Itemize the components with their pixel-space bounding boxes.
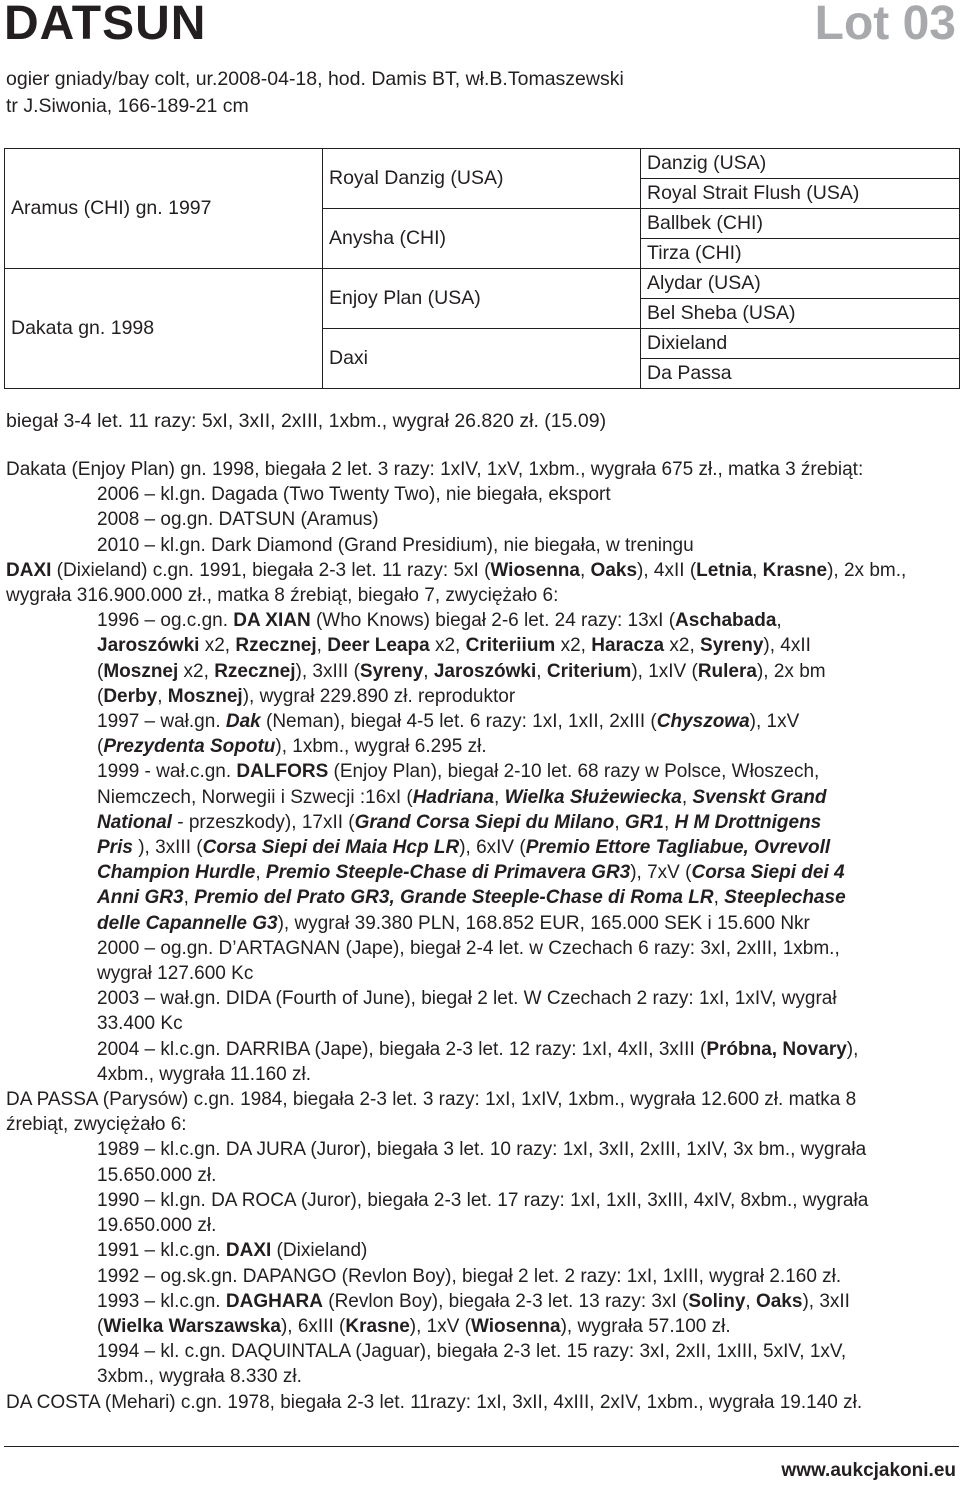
- race-name: Soliny: [688, 1290, 746, 1312]
- text: ), 4xII (: [637, 559, 697, 581]
- pedigree-ggs: Da Passa: [641, 359, 960, 389]
- text: x2,: [664, 635, 701, 657]
- foal-entry: 2006 – kl.gn. Dagada (Two Twenty Two), nie biegała, eksport: [97, 484, 611, 506]
- text: (: [97, 1315, 104, 1337]
- text: ), 3xIII (: [132, 837, 203, 859]
- text: ,: [681, 786, 693, 808]
- pedigree-sire-sire: Royal Danzig (USA): [323, 149, 641, 209]
- line: [97, 835, 956, 860]
- race-name: Prezydenta Sopotu: [103, 736, 276, 758]
- line: [97, 810, 956, 835]
- race-name: Mosznej: [103, 660, 179, 682]
- race-name: Pris: [97, 837, 133, 859]
- text: ), 2x bm: [756, 660, 826, 682]
- foal-entry: [6, 936, 956, 986]
- race-name: Premio Steeple-Chase di Primavera GR3: [265, 862, 631, 884]
- fourth-dam-paragraph: DA COSTA (Mehari) c.gn. 1978, biegała 2-3 let. 11razy: 1xI, 3xII, 4xIII, 2xIV, 1xbm., wygrała 19.140 zł.: [6, 1391, 863, 1413]
- race-name: Premio del Prato GR3,: [194, 887, 395, 909]
- text: 2004 – kl.c.gn. DARRIBA (Jape), biegała 2-3 let. 12 razy: 1xI, 4xII, 3xIII (: [97, 1038, 707, 1060]
- text: - przeszkody), 17xII (: [171, 811, 355, 833]
- line: 4xbm., wygrała 11.160 zł.: [97, 1063, 312, 1085]
- race-name: Corsa Siepi dei 4: [691, 862, 845, 884]
- race-name: Oaks: [590, 559, 638, 581]
- text: ), 2x bm., wygrała 316.900.000 zł., matka 8 źrebiąt, biegało 7, zwyciężało 6:: [6, 559, 907, 607]
- text: Niemczech, Norwegii i Szwecji :16xI (: [97, 786, 413, 808]
- text: x2,: [178, 660, 215, 682]
- horse-info: [6, 66, 624, 120]
- text: ,: [423, 660, 434, 682]
- race-name: Premio Ettore Tagliabue, Ovrevoll: [525, 837, 831, 859]
- race-name: Svenskt Grand: [692, 786, 827, 808]
- line: 33.400 Kc: [97, 1013, 183, 1035]
- pedigree-dam-sire: Enjoy Plan (USA): [323, 269, 641, 329]
- line: 3xbm., wygrała 8.330 zł.: [97, 1366, 302, 1388]
- text: ,: [663, 811, 675, 833]
- horse-name-title: DATSUN: [4, 0, 207, 50]
- text: x2,: [429, 635, 466, 657]
- race-name: Jaroszówki: [97, 635, 200, 657]
- footer-website: www.aukcjakoni.eu: [781, 1460, 956, 1481]
- race-name: Criterium: [546, 660, 632, 682]
- text: x2,: [555, 635, 592, 657]
- text: ), 3xIII (: [295, 660, 360, 682]
- race-name: Rzecznej: [214, 660, 296, 682]
- line: [97, 885, 956, 910]
- text: ,: [614, 811, 625, 833]
- foal-entry: [6, 1238, 956, 1263]
- foal-entry: 2008 – og.gn. DATSUN (Aramus): [97, 509, 379, 531]
- race-name: Champion Hurdle: [97, 862, 256, 884]
- line: 2000 – og.gn. D’ARTAGNAN (Jape), biegał 2-4 let. w Czechach 6 razy: 3xI, 2xIII, 1xbm.,: [97, 937, 840, 959]
- text: ,: [713, 887, 725, 909]
- foal-name: DAGHARA: [225, 1290, 323, 1312]
- text: x2,: [199, 635, 236, 657]
- race-name: Jaroszówki: [433, 660, 537, 682]
- foal-name: DA XIAN: [233, 610, 311, 632]
- text: ),: [846, 1038, 859, 1060]
- text: ,: [752, 559, 763, 581]
- line: [97, 734, 956, 759]
- race-name: Oaks: [755, 1290, 803, 1312]
- line: [97, 709, 956, 734]
- text: ,: [157, 685, 168, 707]
- line: [97, 911, 956, 936]
- text: ), 6xIV (: [459, 837, 526, 859]
- foal-entry: [6, 709, 956, 759]
- foal-entry: 2010 – kl.gn. Dark Diamond (Grand Presidium), nie biegała, w treningu: [97, 534, 694, 556]
- pedigree-sire: Aramus (CHI) gn. 1997: [5, 149, 323, 269]
- race-name: Grande Steeple-Chase di Roma LR: [400, 887, 714, 909]
- pedigree-ggs: Dixieland: [641, 329, 960, 359]
- race-name: Letnia: [696, 559, 753, 581]
- pedigree-ggs: Royal Strait Flush (USA): [641, 179, 960, 209]
- text: ,: [776, 610, 782, 632]
- foal-entry: [6, 1289, 956, 1339]
- race-name: Aschabada: [675, 610, 777, 632]
- race-name: Mosznej: [167, 685, 243, 707]
- foal-name: DALFORS: [236, 761, 329, 783]
- line: [97, 860, 956, 885]
- race-name: GR1: [624, 811, 664, 833]
- text: ,: [494, 786, 505, 808]
- line: wygrał 127.600 Kc: [97, 963, 254, 985]
- text: DA PASSA (Parysów) c.gn. 1984, biegała 2-3 let. 3 razy: 1xI, 1xIV, 1xbm., wygrała 12.600 zł. matka 8: [6, 1089, 857, 1111]
- race-name: Syreny: [359, 660, 424, 682]
- text: (: [97, 660, 104, 682]
- foal-entry: [6, 1264, 956, 1289]
- line: [97, 1314, 956, 1339]
- horse-info-line: ogier gniady/bay colt, ur.2008-04-18, hod. Damis BT, wł.B.Tomaszewski: [6, 68, 624, 90]
- foal-entry: [6, 608, 956, 709]
- race-name: Wielka Służewiecka: [504, 786, 682, 808]
- text: ,: [536, 660, 547, 682]
- race-name: Anni GR3: [97, 887, 184, 909]
- text: (Revlon Boy), biegała 2-3 let. 13 razy: 3xI (: [322, 1290, 689, 1312]
- line: [97, 1238, 956, 1263]
- foal-entry: [6, 759, 956, 935]
- race-name: Grand Corsa Siepi du Milano: [354, 811, 615, 833]
- line: [97, 1037, 956, 1062]
- text: źrebiąt, zwyciężało 6:: [6, 1114, 187, 1136]
- dam-line-text: [6, 457, 956, 1415]
- race-name: Hadriana: [412, 786, 495, 808]
- line: [97, 633, 956, 658]
- line: 1990 – kl.gn. DA ROCA (Juror), biegała 2-3 let. 17 razy: 1xI, 1xII, 3xIII, 4xIV, 8xbm., wygrała: [97, 1189, 869, 1211]
- text: ,: [745, 1290, 756, 1312]
- race-name: Próbna, Novary: [706, 1038, 847, 1060]
- race-name: Rzecznej: [235, 635, 317, 657]
- text: (Dixieland) c.gn. 1991, biegała 2-3 let. 11 razy: 5xI (: [51, 559, 491, 581]
- pedigree-ggs: Alydar (USA): [641, 269, 960, 299]
- race-name: Corsa Siepi dei Maia Hcp LR: [202, 837, 460, 859]
- text: ), 1xbm., wygrał 6.295 zł.: [275, 736, 487, 758]
- race-name: Derby: [103, 685, 158, 707]
- text: ), wygrał 229.890 zł. reproduktor: [242, 685, 516, 707]
- text: 1999 - wał.c.gn.: [97, 761, 237, 783]
- race-name: Wiosenna: [471, 1315, 561, 1337]
- race-name: Wielka Warszawska: [103, 1315, 281, 1337]
- pedigree-table: [4, 148, 960, 389]
- text: ), 3xII: [802, 1290, 850, 1312]
- line: [97, 608, 956, 633]
- line: 19.650.000 zł.: [97, 1215, 217, 1237]
- foal-entry: [6, 1037, 956, 1087]
- text: ,: [255, 862, 266, 884]
- pedigree-sire-dam: Anysha (CHI): [323, 209, 641, 269]
- race-name: H M Drottnigens: [674, 811, 822, 833]
- pedigree-dam: Dakata gn. 1998: [5, 269, 323, 389]
- line: [97, 785, 956, 810]
- foal-entry: [6, 1137, 956, 1187]
- granddam-paragraph: [6, 558, 956, 608]
- race-name: Deer Leapa: [327, 635, 430, 657]
- race-name: Criteriium: [465, 635, 556, 657]
- pedigree-ggs: Bel Sheba (USA): [641, 299, 960, 329]
- text: 1996 – og.c.gn.: [97, 610, 234, 632]
- dam-paragraph: Dakata (Enjoy Plan) gn. 1998, biegała 2 let. 3 razy: 1xIV, 1xV, 1xbm., wygrała 675 zł., matka 3 źrebiąt:: [6, 459, 864, 480]
- text: ,: [183, 887, 195, 909]
- race-record: biegał 3-4 let. 11 razy: 5xI, 3xII, 2xIII, 1xbm., wygrał 26.820 zł. (15.09): [6, 410, 607, 432]
- horse-info-line: tr J.Siwonia, 166-189-21 cm: [6, 95, 249, 117]
- race-name: Steeplechase: [724, 887, 846, 909]
- text: ,: [579, 559, 591, 581]
- foal-name: DAXI: [225, 1240, 272, 1262]
- race-name: National: [97, 811, 172, 833]
- race-name: Krasne: [762, 559, 828, 581]
- text: (Enjoy Plan), biegał 2-10 let. 68 razy w Polsce, Włoszech,: [328, 761, 820, 783]
- text: ), 1xV: [749, 711, 800, 733]
- line: [97, 759, 956, 784]
- granddam-name: DAXI: [6, 559, 52, 581]
- lot-number: Lot 03: [814, 0, 956, 50]
- foal-entry: [6, 1339, 956, 1389]
- race-name: Chyszowa: [656, 711, 750, 733]
- text: 1993 – kl.c.gn.: [97, 1290, 226, 1312]
- text: ), wygrała 57.100 zł.: [560, 1315, 731, 1337]
- text: (: [97, 736, 104, 758]
- text: (Dixieland): [271, 1240, 368, 1262]
- race-name: Haracza: [591, 635, 665, 657]
- text: ), 1xV (: [409, 1315, 471, 1337]
- pedigree-ggs: Danzig (USA): [641, 149, 960, 179]
- pedigree-dam-dam: Daxi: [323, 329, 641, 389]
- line: [97, 684, 956, 709]
- text: (: [97, 685, 104, 707]
- text: ), 7xV (: [630, 862, 692, 884]
- text: ), 6xIII (: [280, 1315, 346, 1337]
- race-name: Wiosenna: [490, 559, 580, 581]
- foal-entry: [6, 1188, 956, 1238]
- text: (Neman), biegał 4-5 let. 6 razy: 1xI, 1xII, 2xIII (: [260, 711, 657, 733]
- line: 1994 – kl. c.gn. DAQUINTALA (Jaguar), biegała 2-3 let. 15 razy: 3xI, 2xII, 1xIII, 5xIV, 1xV,: [97, 1341, 847, 1363]
- foal-name: Dak: [225, 711, 261, 733]
- line: [97, 659, 956, 684]
- text: ), wygrał 39.380 PLN, 168.852 EUR, 165.000 SEK i 15.600 Nkr: [277, 912, 810, 934]
- text: 1991 – kl.c.gn.: [97, 1240, 226, 1262]
- text: ), 4xII: [763, 635, 811, 657]
- line: 1989 – kl.c.gn. DA JURA (Juror), biegała 3 let. 10 razy: 1xI, 3xII, 2xIII, 1xIV, 3x bm., wygrała: [97, 1139, 867, 1161]
- line: 2003 – wał.gn. DIDA (Fourth of June), biegał 2 let. W Czechach 2 razy: 1xI, 1xIV, wygrał: [97, 988, 837, 1010]
- footer-divider: [4, 1446, 959, 1447]
- text: ,: [316, 635, 328, 657]
- text: 1997 – wał.gn.: [97, 711, 226, 733]
- third-dam-paragraph: [6, 1087, 956, 1137]
- race-name: Syreny: [700, 635, 764, 657]
- line: 1992 – og.sk.gn. DAPANGO (Revlon Boy), biegał 2 let. 2 razy: 1xI, 1xIII, wygrał 2.160 zł.: [97, 1265, 842, 1287]
- foal-entry: [6, 986, 956, 1036]
- line: [97, 1289, 956, 1314]
- race-name: Rulera: [697, 660, 757, 682]
- race-name: Krasne: [345, 1315, 410, 1337]
- line: 15.650.000 zł.: [97, 1164, 217, 1186]
- pedigree-ggs: Ballbek (CHI): [641, 209, 960, 239]
- text: ), 1xIV (: [631, 660, 698, 682]
- pedigree-ggs: Tirza (CHI): [641, 239, 960, 269]
- text: (Who Knows) biegał 2-6 let. 24 razy: 13xI (: [310, 610, 676, 632]
- race-name: delle Capannelle G3: [97, 912, 278, 934]
